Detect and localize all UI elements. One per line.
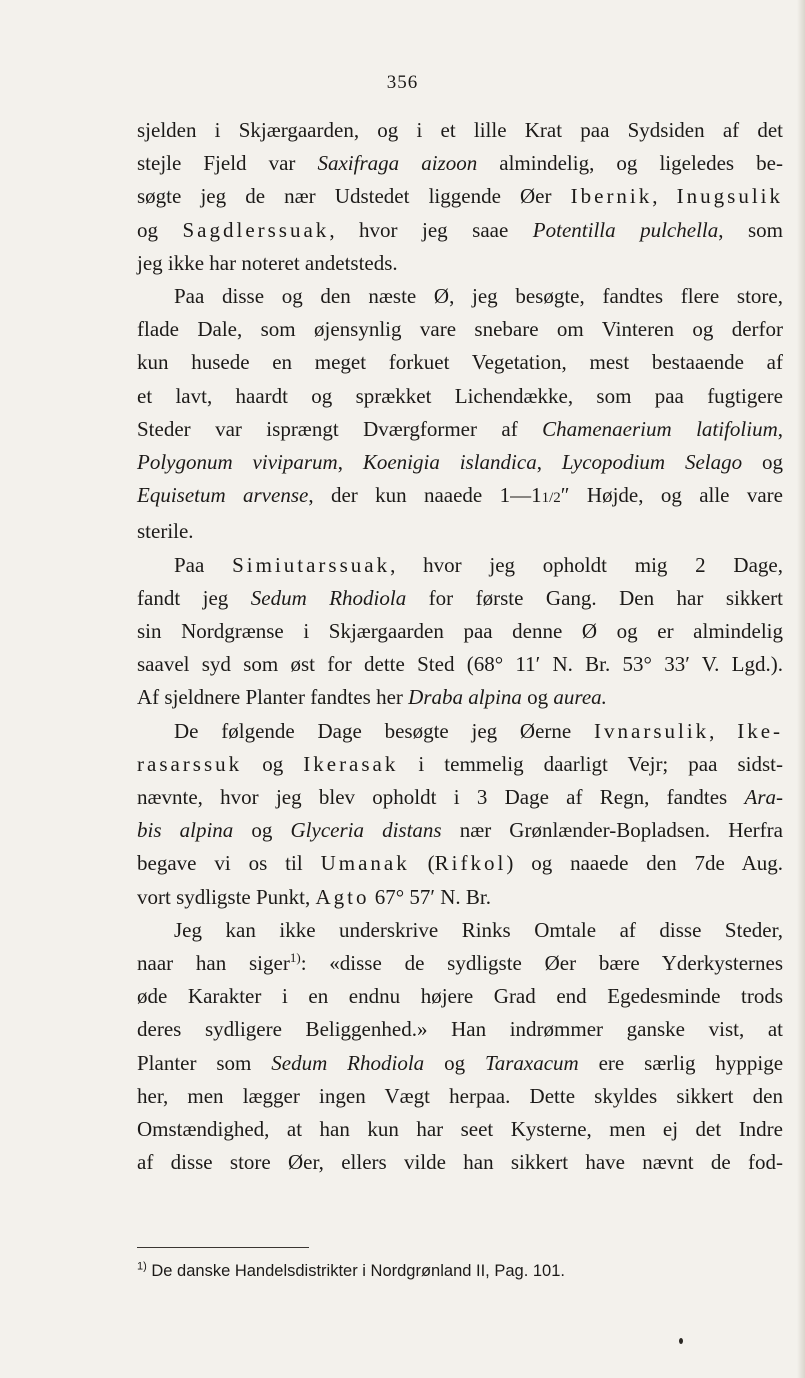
text-segment: 67° 57′ N. Br. (369, 884, 492, 909)
text-line (137, 1146, 783, 1179)
text-segment: og (742, 450, 783, 475)
text-line (137, 479, 783, 515)
spaced-place-name: Agto (315, 884, 370, 909)
text-segment: sterile. (137, 519, 194, 544)
text-line (137, 1080, 783, 1113)
text-segment: et lavt, haardt og sprækket Lichendække, som paa fugtigere (137, 383, 783, 408)
text-line (137, 847, 783, 880)
text-segment: for første Gang. Den har sikkert (406, 585, 783, 610)
text-line (137, 549, 783, 582)
text-segment: begave vi os til (137, 851, 321, 876)
page-number: 356 (386, 72, 419, 93)
text-segment: Af sjeldnere Planter fandtes her (137, 685, 409, 710)
text-segment: almindelig, og ligeledes be- (477, 151, 783, 176)
spaced-place-name: Umanak (320, 851, 410, 876)
text-segment: her, men lægger ingen Vægt herpaa. Dette skyldes sikkert den (137, 1083, 783, 1108)
italic-term: Ara- (744, 785, 783, 810)
text-segment: af disse store Øer, ellers vilde han sikkert have nævnt de fod- (137, 1150, 783, 1175)
text-line (137, 881, 783, 914)
text-segment: vort sydligste Punkt, (137, 884, 316, 909)
footnote (137, 1262, 783, 1281)
footnote-text: De danske Handelsdistrikter i Nordgrønland II, Pag. 101. (146, 1262, 565, 1280)
text-segment: , (337, 450, 363, 475)
text-line (137, 781, 783, 814)
text-segment: 1/2 (541, 490, 561, 507)
text-segment: og (424, 1050, 485, 1075)
text-segment: , (652, 184, 677, 209)
italic-term: Polygonum viviparum (137, 450, 338, 475)
text-segment: og (242, 751, 304, 776)
italic-term: aurea. (553, 685, 607, 710)
text-line (137, 280, 783, 313)
spaced-place-name: Sagdlerssuak (182, 217, 330, 242)
italic-term: Sedum Rhodiola (271, 1050, 425, 1075)
text-line (137, 1013, 783, 1046)
text-segment: Steder var isprængt Dværgformer af (137, 416, 543, 441)
italic-term: Lycopodium Selago (561, 450, 743, 475)
text-line (137, 380, 783, 413)
text-segment: Paa disse og den næste Ø, jeg besøgte, fandtes flere store, (174, 284, 783, 309)
italic-term: Chamenaerium latifolium (542, 416, 778, 441)
text-segment: , (536, 450, 562, 475)
text-line (137, 1047, 783, 1080)
page-edge (797, 0, 805, 1378)
italic-term: Koenigia islandica (362, 450, 537, 475)
text-segment: søgte jeg de nær Udstedet liggende Øer (137, 184, 571, 209)
italic-term: Saxifraga aizoon (317, 151, 478, 176)
text-line (137, 681, 783, 714)
text-segment: stejle Fjeld var (137, 151, 318, 176)
text-line (137, 648, 783, 681)
text-segment: øde Karakter i en endnu højere Grad end Egedesminde trods (137, 984, 783, 1009)
spaced-place-name: Ivnarsulik (594, 718, 710, 743)
text-segment: deres sydligere Beliggenhed.» Han indrømmer ganske vist, at (137, 1017, 783, 1042)
text-line (137, 114, 783, 147)
text-segment: saavel syd som øst for dette Sted (68° 11′ N. Br. 53° 33′ V. Lgd.). (137, 652, 783, 677)
spaced-place-name: Inugsulik (676, 184, 783, 209)
text-segment: , som (718, 217, 783, 242)
text-segment: , hvor jeg saae (329, 217, 533, 242)
text-segment: og (137, 217, 183, 242)
ink-mark (679, 1338, 683, 1344)
text-segment: jeg ikke har noteret andetsteds. (137, 250, 398, 275)
text-segment: : «disse de sydligste Øer bære Yderkysternes (300, 951, 784, 976)
italic-term: Sedum Rhodiola (250, 585, 407, 610)
italic-term: Glyceria distans (290, 818, 442, 843)
text-segment: ″ Højde, og alle vare (560, 483, 783, 508)
text-line (137, 615, 783, 648)
text-line (137, 180, 783, 213)
text-line (137, 947, 783, 980)
text-line (137, 748, 783, 781)
text-segment: og (233, 818, 291, 843)
text-segment: ere særlig hyppige (578, 1050, 784, 1075)
text-segment: ) og naaede den 7de Aug. (506, 851, 783, 876)
text-line (137, 1113, 783, 1146)
text-segment: , (709, 718, 738, 743)
text-line (137, 446, 783, 479)
text-line (137, 214, 783, 247)
text-line (137, 980, 783, 1013)
text-segment: Omstændighed, at han kun har seet Kysterne, men ej det Indre (137, 1117, 783, 1142)
spaced-place-name: Rifkol (434, 851, 507, 876)
text-segment: Jeg kan ikke underskrive Rinks Omtale af disse Steder, (174, 917, 783, 942)
italic-term: bis alpina (137, 818, 234, 843)
text-segment: De følgende Dage besøgte jeg Øerne (174, 718, 595, 743)
text-segment: nævnte, hvor jeg blev opholdt i 3 Dage af Regn, fandtes (137, 785, 745, 810)
spaced-place-name: Ike- (737, 718, 784, 743)
text-segment: flade Dale, som øjensynlig vare snebare om Vinteren og derfor (137, 317, 783, 342)
text-segment: og (521, 685, 554, 710)
text-line (137, 914, 783, 947)
italic-term: Draba alpina (408, 685, 522, 710)
text-segment: , der kun naaede 1—1 (308, 483, 542, 508)
text-line (137, 346, 783, 379)
text-line (137, 715, 783, 748)
text-line (137, 313, 783, 346)
spaced-place-name: Ibernik (570, 184, 653, 209)
text-segment: Paa (174, 552, 233, 577)
spaced-place-name: rasarssuk (137, 751, 243, 776)
text-segment: i temmelig daarligt Vejr; paa sidst- (398, 751, 783, 776)
italic-term: Equisetum arvense (137, 483, 309, 508)
text-line (137, 814, 783, 847)
italic-term: Taraxacum (484, 1050, 579, 1075)
text-segment: fandt jeg (137, 585, 251, 610)
footnote-ref: 1) (289, 950, 301, 966)
text-segment: ( (409, 851, 435, 876)
text-line (137, 515, 783, 548)
text-segment: nær Grønlænder-Bopladsen. Herfra (441, 818, 783, 843)
text-segment: Planter som (137, 1050, 272, 1075)
text-line (137, 247, 783, 280)
spaced-place-name: Ikerasak (303, 751, 399, 776)
spaced-place-name: Simiutarssuak (232, 552, 391, 577)
body-text (137, 114, 783, 1180)
text-segment: kun husede en meget forkuet Vegetation, mest bestaaende af (137, 350, 783, 375)
footnote-rule (137, 1247, 309, 1248)
text-line (137, 147, 783, 180)
italic-term: Potentilla pulchella (532, 217, 719, 242)
footnote-marker: 1) (137, 1260, 147, 1273)
text-line (137, 413, 783, 446)
text-segment: , (777, 416, 783, 441)
text-segment: naar han siger (137, 951, 290, 976)
text-segment: , hvor jeg opholdt mig 2 Dage, (390, 552, 783, 577)
text-line (137, 582, 783, 615)
text-segment: sin Nordgrænse i Skjærgaarden paa denne Ø og er almindelig (137, 619, 783, 644)
text-segment: sjelden i Skjærgaarden, og i et lille Krat paa Sydsiden af det (137, 118, 783, 142)
